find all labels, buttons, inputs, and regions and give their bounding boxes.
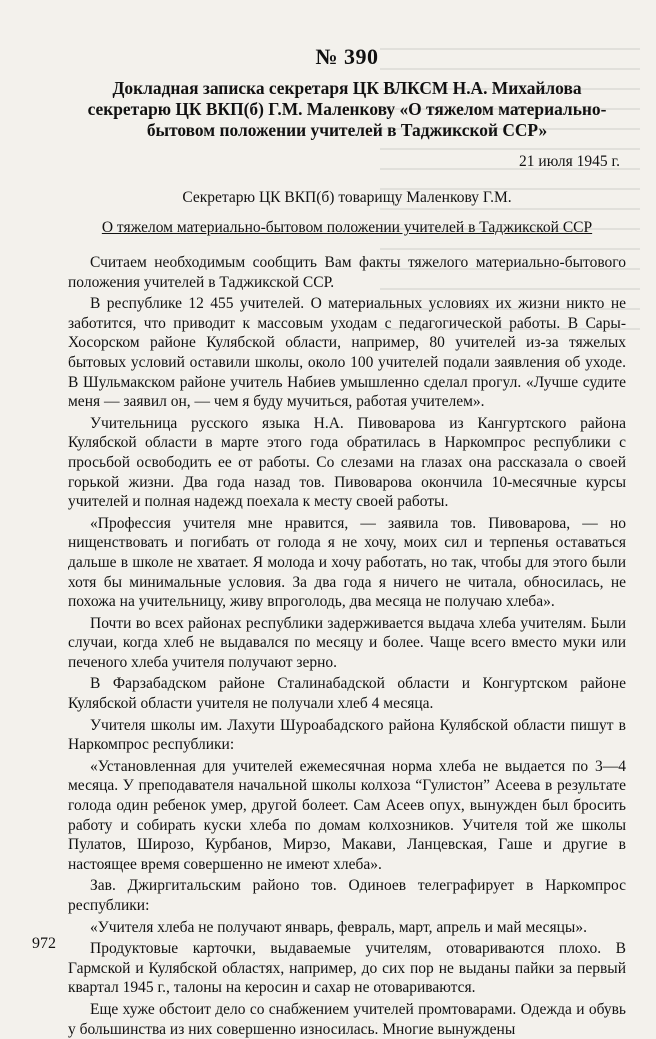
paragraph: Учителя школы им. Лахути Шуроабадского района Кулябской области пишут в Наркомпрос республики: bbox=[68, 716, 626, 754]
paragraph: В Фарзабадском районе Сталинабадской области и Конгуртском районе Кулябской области учителя не получали хлеб 4 месяца. bbox=[68, 675, 626, 713]
addressee-line: Секретарю ЦК ВКП(б) товарищу Маленкову Г.М. bbox=[182, 189, 512, 206]
paragraph: «Учителя хлеба не получают январь, февраль, март, апрель и май месяцы». bbox=[90, 918, 587, 936]
page-number: 972 bbox=[32, 935, 56, 952]
paragraph: Почти во всех районах республики задерживается выдача хлеба учителям. Были случаи, когда хлеб не выдавался по месяцу и более. Чаще всего вместо муки или печеного хлеба учителя получают зерно. bbox=[68, 614, 626, 671]
paragraph: Еще хуже обстоит дело со снабжением учителей промтоварами. Одежда и обувь у большинства из них совершенно износилась. Многие вынуждены bbox=[68, 1000, 626, 1038]
document-number: № 390 bbox=[315, 44, 379, 69]
document-body bbox=[68, 253, 626, 1039]
paragraph: Продуктовые карточки, выдаваемые учителям, отовариваются плохо. В Гармской и Кулябской областях, например, до сих пор не выданы пайки за первый квартал 1945 г., талоны на керосин и сахар не отовариваются. bbox=[68, 940, 626, 997]
paragraph: «Установленная для учителей ежемесячная норма хлеба не выдается по 3—4 месяца. У преподавателя начальной школы колхоза “Гулистон” Асеева в результате голода один ребенок умер, другой болеет. Сам Асеев опух, вынужден был бросить работу и собирать куски хлеба по домам колхозников. Учителя той же школы Пулатов, Широзо, Курбанов, Мирзо, Макави, Ланцевская, Гаше и другие в настоящее время совершенно не имеют хлеба». bbox=[68, 757, 626, 873]
paragraph: Считаем необходимым сообщить Вам факты тяжелого материально-бытового положения учителей в Таджикской ССР. bbox=[68, 254, 626, 291]
subject-line: О тяжелом материально-бытовом положении учителей в Таджикской ССР bbox=[101, 219, 593, 236]
document-title: Докладная записка секретаря ЦК ВЛКСМ Н.А. Михайлова секретарю ЦК ВКП(б) Г.М. Маленкову «О тяжелом материально-бытовом положении учителей в Таджикской ССР» bbox=[87, 78, 607, 140]
paragraph: Учительница русского языка Н.А. Пивоварова из Кангуртского района Кулябской области в марте этого года обратилась в Наркомпрос республики с просьбой освободить ее от работы. Со слезами на глазах она рассказала о своей горькой жизни. Два года назад тов. Пивоварова окончила 10-месячные курсы учителей и полная надежд поехала к месту своей работы. bbox=[68, 414, 626, 511]
paragraph: Зав. Джиргитальским районо тов. Одиноев телеграфирует в Наркомпрос республики: bbox=[68, 877, 626, 914]
document-date: 21 июля 1945 г. bbox=[519, 153, 620, 170]
paragraph: В республике 12 455 учителей. О материальных условиях их жизни никто не заботится, что приводит к массовым уходам с педагогической работы. В Сары-Хосорском районе Кулябской области, например, 80 учителей из-за тяжелых бытовых условий оставили школы, около 100 учителей подали заявления об уходе. В Шульмакском районе учитель Набиев умышленно сделал прогул. «Лучше судите меня — заявил он, — чем я буду мучиться, работая учителем». bbox=[68, 295, 626, 411]
paragraph: «Профессия учителя мне нравится, — заявила тов. Пивоварова, — но нищенствовать и погибать от голода я не хочу, моих сил и терпенья оставаться дальше в школе не хватает. Я молода и хочу работать, но так, чтобы для этого были хотя бы минимальные условия. За два года я ничего не читала, обносилась, не похожа на учительницу, живу впроголодь, два месяца не получаю хлеба». bbox=[68, 514, 626, 611]
